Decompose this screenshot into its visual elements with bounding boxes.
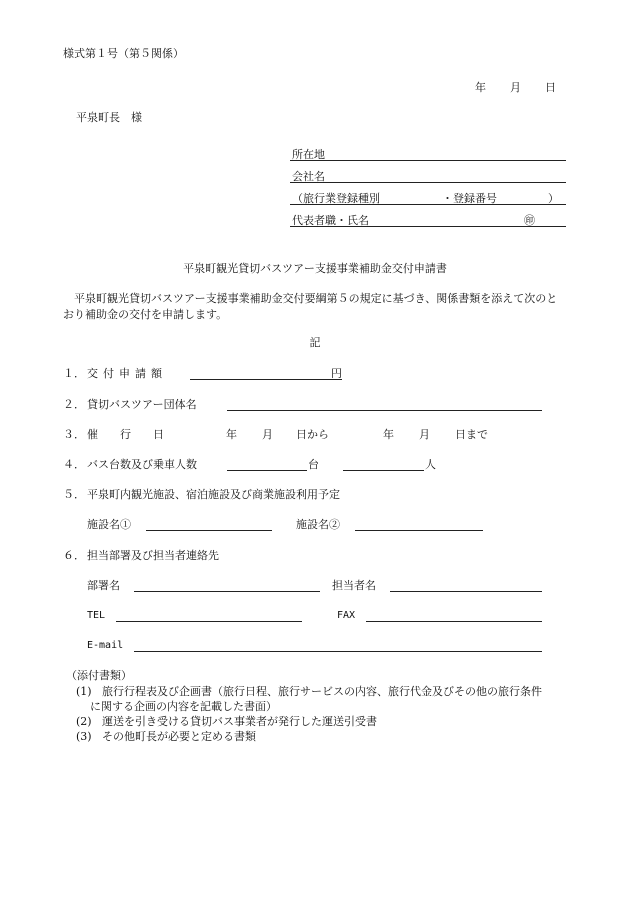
item-1-label: 交付申請額	[87, 367, 167, 380]
start-month-label: 月	[262, 428, 273, 441]
item-3-label: 催 行 日	[87, 428, 164, 441]
passenger-count-field[interactable]	[343, 470, 424, 471]
item-2-number: ２．	[63, 398, 85, 411]
address-field[interactable]	[290, 160, 566, 161]
facility-2-field[interactable]	[355, 530, 483, 531]
item-1-number: １．	[63, 367, 85, 380]
passenger-count-unit: 人	[425, 458, 436, 471]
end-day-label: 日まで	[455, 428, 488, 441]
registration-type-label: （旅行業登録種別	[292, 192, 380, 205]
amount-unit: 円	[331, 367, 342, 380]
attachment-2-number: (2)	[76, 715, 92, 728]
amount-field[interactable]	[190, 379, 342, 380]
facility-1-label: 施設名①	[87, 518, 131, 531]
attachment-1-number: (1)	[76, 685, 92, 698]
department-label: 部署名	[87, 579, 120, 592]
representative-field[interactable]	[290, 226, 566, 227]
item-5-number: ５．	[63, 488, 85, 501]
tel-label: TEL	[87, 610, 106, 621]
registration-close-paren: ）	[548, 192, 559, 205]
intro-paragraph: 平泉町観光貸切バスツアー支援事業補助金交付要綱第５の規定に基づき、関係書類を添えて次のとおり補助金の交付を申請します。	[63, 292, 558, 321]
item-4-number: ４．	[63, 458, 85, 471]
email-label: E-mail	[87, 640, 124, 651]
bus-count-unit: 台	[308, 458, 319, 471]
form-id: 様式第１号（第５関係）	[63, 47, 184, 60]
item-4-label: バス台数及び乗車人数	[87, 458, 197, 471]
seal-mark: ㊞	[524, 214, 535, 227]
item-3-number: ３．	[63, 428, 85, 441]
registration-field[interactable]	[290, 204, 566, 205]
department-field[interactable]	[134, 591, 320, 592]
facility-1-field[interactable]	[146, 530, 272, 531]
person-in-charge-field[interactable]	[390, 591, 542, 592]
item-6-number: ６．	[63, 549, 85, 562]
item-2-label: 貸切バスツアー団体名	[87, 398, 197, 411]
address-label: 所在地	[292, 148, 325, 161]
tel-field[interactable]	[116, 621, 302, 622]
attachments-heading: （添付書類）	[66, 669, 132, 682]
registration-number-label: ・登録番号	[442, 192, 497, 205]
attachment-3-text: その他町長が必要と定める書類	[102, 730, 256, 743]
form-title: 平泉町観光貸切バスツアー支援事業補助金交付申請書	[183, 262, 447, 275]
date-year-label: 年	[475, 81, 486, 94]
company-field[interactable]	[290, 182, 566, 183]
representative-label: 代表者職・氏名	[292, 214, 369, 227]
group-name-field[interactable]	[227, 410, 542, 411]
person-in-charge-label: 担当者名	[332, 579, 376, 592]
bus-count-field[interactable]	[227, 470, 307, 471]
item-5-label: 平泉町内観光施設、宿泊施設及び商業施設利用予定	[87, 488, 340, 501]
attachment-1-text: 旅行行程表及び企画書（旅行日程、旅行サービスの内容、旅行代金及びその他の旅行条件	[102, 685, 542, 698]
item-6-label: 担当部署及び担当者連絡先	[87, 549, 219, 562]
fax-field[interactable]	[366, 621, 542, 622]
attachment-3-number: (3)	[76, 730, 92, 743]
start-day-label: 日から	[296, 428, 329, 441]
attachment-2-text: 運送を引き受ける貸切バス事業者が発行した運送引受書	[102, 715, 377, 728]
ki-heading: 記	[309, 336, 321, 349]
date-month-label: 月	[510, 81, 521, 94]
company-label: 会社名	[292, 170, 325, 183]
end-year-label: 年	[383, 428, 394, 441]
email-field[interactable]	[134, 651, 542, 652]
fax-label: FAX	[337, 610, 356, 621]
facility-2-label: 施設名②	[296, 518, 340, 531]
date-day-label: 日	[545, 81, 556, 94]
start-year-label: 年	[226, 428, 237, 441]
end-month-label: 月	[419, 428, 430, 441]
addressee: 平泉町長 様	[76, 111, 142, 124]
attachment-1-text-cont: に関する企画の内容を記載した書面）	[90, 700, 277, 713]
